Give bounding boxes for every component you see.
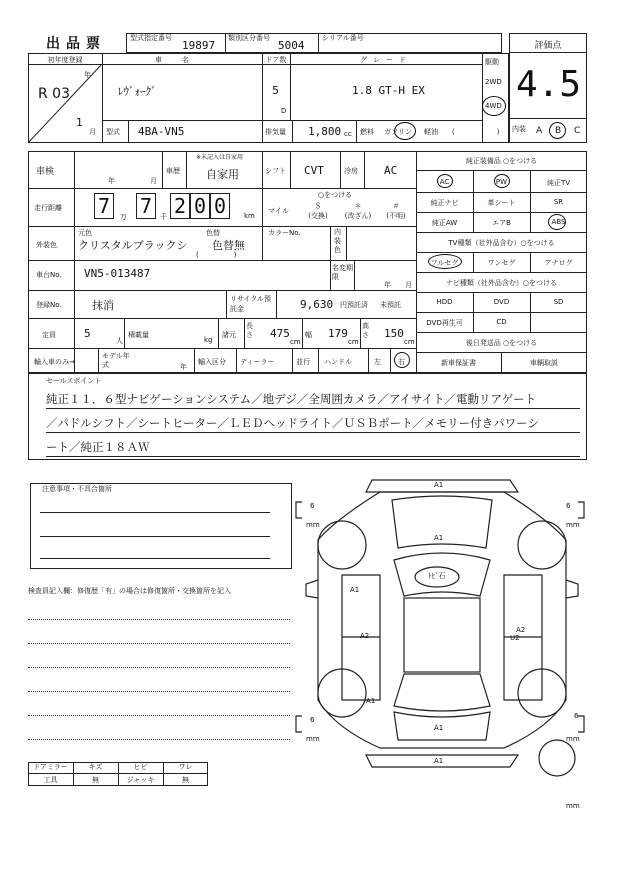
length-value: 475 (270, 327, 290, 340)
recycle-value: 9,630 (300, 298, 334, 311)
inspector-label: 検査員記入欄：修復歴「有」の場合は修復箇所・交換箇所を記入 (28, 587, 231, 595)
dims-label: 諸元 (222, 331, 236, 339)
first-reg-month: 1 (76, 116, 83, 129)
parallel-option: 並行 (296, 358, 310, 366)
height-cm: cm (404, 338, 415, 346)
tv-title: TV種類（社外品含む）○をつける (448, 239, 555, 247)
score-label: 評価点 (534, 41, 562, 51)
width-value: 179 (328, 327, 348, 340)
later-warranty: 新車保証書 (441, 359, 476, 367)
shift-label: シフト (265, 167, 286, 175)
original-color-label: 元色 (78, 229, 92, 237)
mark-front-bumper: A1 (434, 481, 444, 489)
tamper-option: ＊ (改ざん) (344, 202, 372, 220)
equip-sr: SR (553, 198, 564, 206)
sen-unit: 千 (160, 213, 167, 221)
year-unit: 年 (84, 71, 91, 79)
mark-left-rear-door: A2 (360, 632, 370, 640)
serial-label: シリアル番号 (322, 34, 364, 42)
sales-line-1: 純正１１．６型ナビゲーションシステム／地デジ／全周囲カメラ／アイサイト／電動リアゲート (46, 392, 537, 406)
car-name: ﾚｳﾞｫｰｸﾞ (118, 85, 157, 98)
shaken-month-unit: 月 (150, 177, 157, 185)
width-cm: cm (348, 338, 359, 346)
name-change-month: 月 (405, 281, 412, 289)
equip-ac: AC (439, 178, 450, 186)
cc-unit: cc (344, 130, 352, 138)
length-label: 長さ (246, 322, 253, 339)
table-tool: 工具 (43, 776, 58, 784)
first-reg-label: 初年度登録 (47, 56, 83, 64)
load-unit: kg (204, 336, 213, 344)
usage-note: ※未記入は自家用 (196, 154, 244, 161)
drive-2wd: 2WD (485, 78, 502, 86)
tread-rl: 6 (310, 716, 315, 724)
equipment-title: 純正装備品 ○をつける (465, 157, 538, 165)
mark-hood: A1 (434, 534, 444, 542)
doors-value: 5 (272, 84, 279, 97)
month-unit: 月 (89, 128, 96, 136)
shaken-year-unit: 年 (108, 177, 115, 185)
import-label: 輸入車のみ→ (34, 358, 75, 366)
drive-4wd: 4WD (485, 102, 502, 110)
table-head-crack: ヒビ (133, 763, 148, 771)
equip-abs: ABS (551, 218, 566, 226)
name-change-label: 名変期限 (332, 264, 353, 281)
handle-left: 左 (374, 358, 381, 366)
shaken-label: 車検 (36, 167, 55, 177)
navi-dvd: DVD (493, 298, 510, 306)
import-type-label: 輸入区分 (198, 358, 226, 366)
tread-fl: 6 (310, 502, 315, 510)
sales-point-label: セールスポイント (46, 377, 102, 385)
equip-pw: PW (495, 178, 508, 186)
usage-label: 車歴 (166, 167, 180, 175)
capacity-unit: 人 (116, 337, 123, 345)
color-paren: ( ) (196, 251, 237, 259)
table-tool-value: 無 (92, 776, 99, 784)
sales-line-2: ／パドルシフト／シートヒーター／ＬＥＤヘッドライト／ＵＳＢポート／メモリー付きパワーシ (46, 416, 539, 430)
fuel-value: ガソリン (384, 128, 412, 136)
tread-rr: 6 (574, 712, 579, 720)
color-value: クリスタルブラックシ (78, 239, 188, 252)
reg-value: 抹消 (92, 299, 114, 312)
mark-windshield: ﾄﾋﾞ石 (428, 572, 446, 580)
grade-label: グレード (360, 56, 412, 64)
handle-right: 右 (398, 358, 405, 366)
interior-label: 内装 (512, 125, 526, 133)
capacity-label: 定員 (42, 331, 56, 339)
later-manual: 車輌取説 (530, 359, 558, 367)
car-name-label: 車名 (155, 56, 209, 64)
mileage-digit-4: 0 (194, 194, 207, 218)
mark-right-rear-door: A2 (516, 626, 526, 634)
first-reg-year: R 03 (38, 86, 70, 102)
tread-fl-unit: mm (306, 521, 320, 529)
ac-value: AC (384, 164, 398, 177)
tv-oneseg: ワンセグ (487, 259, 516, 267)
import-year-unit: 年 (180, 363, 187, 371)
notes-label: 注意事項・不具合箇所 (42, 485, 112, 493)
mileage-digit-3: 2 (174, 194, 187, 218)
table-head-scratch: キズ (88, 763, 103, 771)
mileage-digit-5: 0 (214, 194, 227, 218)
equip-aw: 純正AW (431, 219, 458, 227)
capacity-value: 5 (84, 327, 91, 340)
handle-label: ハンドル (324, 358, 352, 366)
km-unit: km (244, 212, 255, 220)
fuel-label: 燃料 (360, 128, 374, 136)
color-no-label: カラーNo. (268, 229, 301, 237)
grade-value: 1.8 GT-H EX (352, 84, 425, 97)
sheet-title: 出品票 (46, 36, 106, 52)
navi-sd: SD (553, 298, 564, 306)
dealer-option: ディーラー (240, 358, 275, 366)
mark-right-rear-door-2: U2 (510, 634, 520, 642)
recycle-label: リサイクル預託金 (230, 295, 272, 313)
score-value: 4.5 (516, 64, 582, 105)
later-title: 後日発送品 ○をつける (465, 339, 538, 347)
form-num: 19897 (182, 39, 216, 52)
height-value: 150 (384, 327, 404, 340)
equip-airbag: エアB (492, 219, 511, 227)
interior-grade-a: A (536, 126, 543, 136)
color-change-label: 色替 (206, 229, 220, 237)
recycle-none: 未預託 (380, 301, 401, 309)
color-label: 外装色 (36, 241, 57, 249)
man-unit: 万 (120, 213, 127, 221)
displacement-label: 排気量 (265, 128, 286, 136)
form-num-label: 型式指定番号 (130, 34, 172, 42)
vin-value: VN5-013487 (84, 267, 151, 280)
reg-label: 登録No. (36, 301, 62, 309)
interior-color-label: 内装色 (334, 228, 341, 254)
mark-left-wheel: A1 (366, 697, 376, 705)
doors-label: ドア数 (265, 56, 287, 64)
class-num: 5004 (278, 39, 305, 52)
class-num-label: 類別区分番号 (228, 34, 270, 42)
ac-label: 冷房 (344, 167, 358, 175)
tread-fr: 6 (566, 502, 571, 510)
height-label: 高さ (362, 322, 369, 339)
mileage-label: 走行距離 (34, 204, 62, 212)
mileage-digit-1: 7 (98, 194, 111, 218)
shift-value: CVT (304, 164, 324, 177)
interior-grade-c: C (574, 126, 581, 136)
interior-grade-b: B (555, 126, 562, 136)
tread-rr-unit: mm (566, 735, 580, 743)
sales-line-3: ート／純正１８ＡＷ (46, 440, 150, 454)
navi-hdd: HDD (436, 298, 453, 306)
mark-left-front-door: A1 (350, 586, 360, 594)
tv-analog: アナログ (544, 259, 573, 267)
color-change-value: 色替無 (212, 239, 245, 252)
doors-sub: D (281, 107, 287, 115)
recycle-done: 円預託済 (340, 301, 368, 309)
table-head-mirror: ドアミラー (33, 763, 68, 771)
displacement-value: 1,800 (308, 125, 342, 138)
table-jack-value: 無 (182, 776, 189, 784)
usage-value: 自家用 (206, 168, 239, 181)
model-value: 4BA-VN5 (138, 125, 185, 138)
load-label: 積載量 (128, 331, 149, 339)
unknown-option: ＃ (不明) (386, 202, 406, 220)
tread-fr-unit: mm (566, 521, 580, 529)
navi-cd: CD (496, 318, 507, 326)
equip-leather: 革シート (487, 199, 516, 207)
width-label: 幅 (305, 331, 312, 339)
navi-dvd-play: DVD再生可 (426, 319, 463, 327)
mileage-digit-2: 7 (140, 194, 153, 218)
navi-title: ナビ種類（社外品含む）○をつける (445, 279, 558, 287)
table-head-break: ワレ (178, 763, 193, 771)
model-label: 型式 (106, 128, 120, 136)
diesel-label: 軽油 (424, 128, 438, 136)
name-change-year: 年 (384, 281, 391, 289)
drive-label: 駆動 (485, 58, 499, 66)
tread-rl-unit: mm (306, 735, 320, 743)
vin-label: 車台No. (36, 271, 62, 279)
diesel-paren: ( ) (452, 128, 500, 136)
length-cm: cm (290, 338, 301, 346)
equip-navi: 純正ナビ (430, 199, 459, 207)
mileage-circle-note: ○をつける (318, 191, 353, 199)
tv-fullseg: フルセグ (430, 259, 459, 267)
spare-unit: mm (566, 802, 580, 810)
mark-trunk: A1 (434, 724, 444, 732)
table-jack: ジャッキ (126, 776, 155, 784)
mark-rear-bumper: A1 (434, 757, 444, 765)
equip-tv: 純正TV (546, 179, 571, 187)
mile-label: マイル (268, 207, 289, 215)
model-year-label: モデル年式 (102, 352, 130, 369)
exchange-option: ＄ (交換) (308, 202, 328, 220)
